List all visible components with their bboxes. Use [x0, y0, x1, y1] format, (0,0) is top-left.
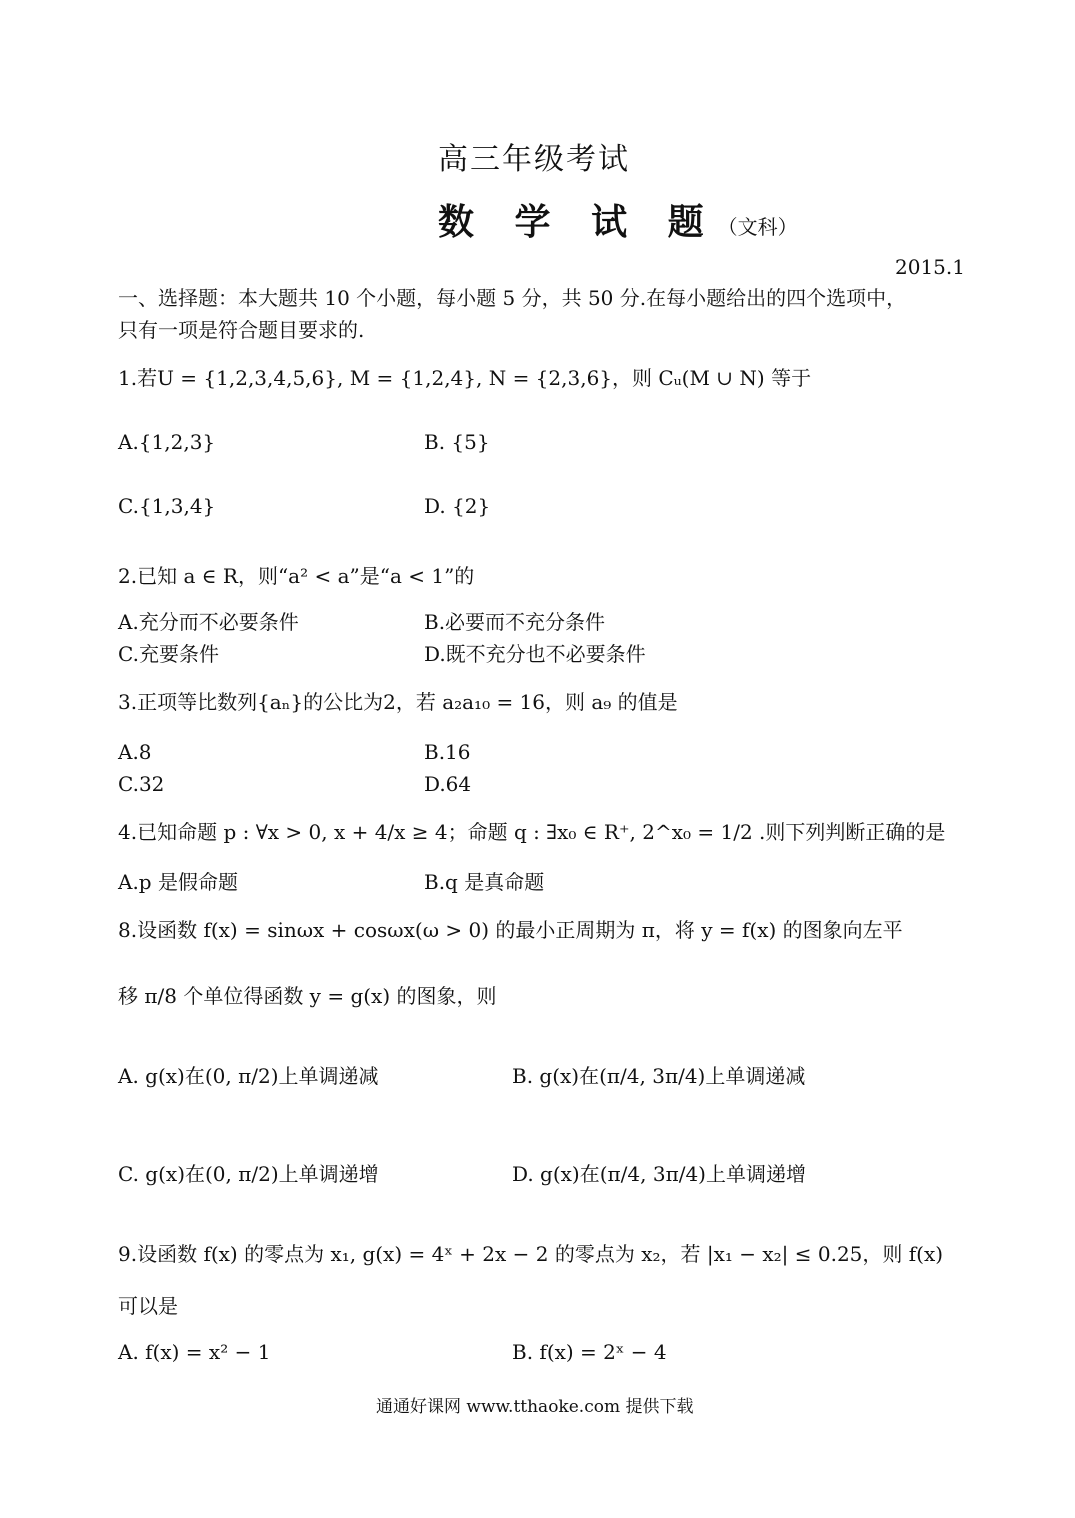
- question-1-option-a: A.{1,2,3}: [118, 430, 216, 454]
- question-8-option-c: C. g(x)在(0, π/2)上单调递增: [118, 1162, 379, 1186]
- exam-date: 2015.1: [895, 255, 965, 279]
- subject-title: 数 学 试 题: [438, 201, 718, 243]
- question-4-stem: 4.已知命题 p : ∀x > 0, x + 4/x ≥ 4；命题 q : ∃x₀ ∈ R⁺, 2^x₀ = 1/2 .则下列判断正确的是: [118, 820, 946, 844]
- question-2-option-a: A.充分而不必要条件: [118, 610, 299, 634]
- question-2-option-c: C.充要条件: [118, 642, 219, 666]
- question-8-option-b: B. g(x)在(π/4, 3π/4)上单调递减: [512, 1064, 806, 1088]
- subject-note: （文科）: [717, 215, 798, 239]
- question-8-stem-line1: 8.设函数 f(x) = sinωx + cosωx(ω > 0) 的最小正周期为 π，将 y = f(x) 的图象向左平: [118, 918, 903, 942]
- question-3-option-b: B.16: [424, 740, 471, 764]
- question-1-option-d: D. {2}: [424, 494, 491, 518]
- question-3-option-c: C.32: [118, 772, 165, 796]
- question-9-stem-line2: 可以是: [118, 1294, 178, 1318]
- section-intro-line2: 只有一项是符合题目要求的.: [118, 318, 365, 342]
- question-8-stem-line2: 移 π/8 个单位得函数 y = g(x) 的图象，则: [118, 984, 497, 1008]
- exam-title: 高三年级考试: [438, 142, 630, 177]
- question-9-option-b: B. f(x) = 2ˣ − 4: [512, 1340, 667, 1364]
- question-2-stem: 2.已知 a ∈ R，则“a² < a”是“a < 1”的: [118, 564, 475, 588]
- question-9-option-a: A. f(x) = x² − 1: [118, 1340, 271, 1364]
- question-2-option-b: B.必要而不充分条件: [424, 610, 606, 634]
- section-intro-line1: 一、选择题：本大题共 10 个小题，每小题 5 分，共 50 分.在每小题给出的四个选项中，: [118, 286, 907, 310]
- question-3-stem: 3.正项等比数列{aₙ}的公比为2，若 a₂a₁₀ = 16，则 a₉ 的值是: [118, 690, 678, 714]
- question-3-option-a: A.8: [118, 740, 152, 764]
- question-4-option-a: A.p 是假命题: [118, 870, 238, 894]
- question-9-stem-line1: 9.设函数 f(x) 的零点为 x₁, g(x) = 4ˣ + 2x − 2 的零点为 x₂，若 |x₁ − x₂| ≤ 0.25，则 f(x): [118, 1242, 944, 1266]
- question-3-option-d: D.64: [424, 772, 472, 796]
- question-1-stem: 1.若U = {1,2,3,4,5,6}, M = {1,2,4}, N = {2,3,6}，则 Cᵤ(M ∪ N) 等于: [118, 366, 812, 390]
- question-8-option-a: A. g(x)在(0, π/2)上单调递减: [118, 1064, 379, 1088]
- question-2-option-d: D.既不充分也不必要条件: [424, 642, 646, 666]
- question-1-option-c: C.{1,3,4}: [118, 494, 216, 518]
- question-8-option-d: D. g(x)在(π/4, 3π/4)上单调递增: [512, 1162, 806, 1186]
- page-footer: 通通好课网 www.tthaoke.com 提供下载: [376, 1397, 694, 1417]
- subject-heading: [438, 194, 798, 245]
- question-1-option-b: B. {5}: [424, 430, 490, 454]
- question-4-option-b: B.q 是真命题: [424, 870, 545, 894]
